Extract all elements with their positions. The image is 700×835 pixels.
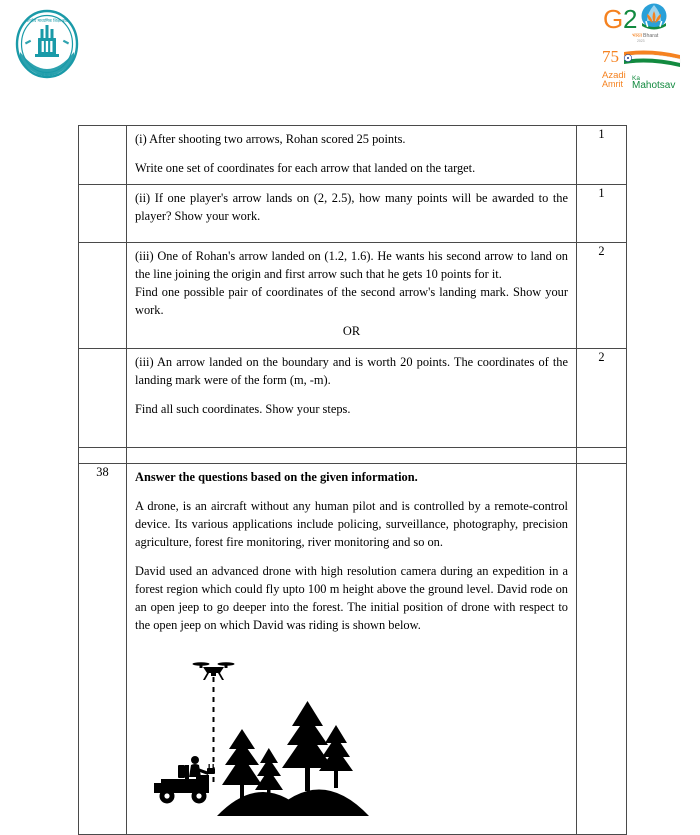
drone-jeep-forest-illustration [151,653,401,828]
spacer-body-cell [127,447,577,463]
g20-lotus-icon [642,4,667,30]
cbse-mid-text: भारत [42,61,52,67]
question-number-cell [79,242,127,348]
question-table [78,125,627,835]
indian-flag-ribbon-icon [624,51,680,67]
marks-cell: 2 [577,242,627,348]
question-heading: Answer the questions based on the given information. [135,469,418,484]
question-text: David used an advanced drone with high resolution camera during an expedition in a forest region which could fly upto 100 m height above the ground level. David rode on an open jeep to go deeper into the forest. The initial position of drone with respect to the open jeep on which David was riding is shown below. [135,563,568,632]
g20-subtext-en: Bharat [643,33,659,39]
question-body-cell [127,242,577,348]
azadi-numeral: 75 [602,47,619,66]
pine-tree-large [282,701,333,791]
marks-cell: 1 [577,126,627,185]
question-text: A drone, is an aircraft without any human pilot and is controlled by a remote-control device. Its various applications include policing, surveillance, photography, precision agriculture, forest fire monitoring, river monitoring and so on. [135,498,568,549]
page-header [0,0,700,112]
table-row [79,348,627,447]
jeep-with-driver-icon [154,756,215,804]
azadi-icon [602,46,690,90]
pine-tree-right [319,725,353,788]
azadi-line2: Ka [632,75,640,82]
g20-subtext: भारत [632,33,643,39]
marks-cell: 1 [577,184,627,242]
question-number-cell: 38 [79,463,127,834]
g20-letter-g: G [603,4,624,34]
or-separator-label: OR [342,323,361,338]
question-text: Write one set of coordinates for each arrow that landed on the target. [135,160,476,175]
question-body-cell [127,348,577,447]
question-body-cell [127,126,577,185]
table-row-spacer [79,447,627,463]
marks-cell [577,463,627,834]
g20-logo [602,2,688,44]
question-body-cell [127,463,577,834]
question-text: Find all such coordinates. Show your steps. [135,401,351,416]
azadi-ka-amrit-mahotsav-logo [602,46,690,90]
question-number-cell [79,184,127,242]
g20-subtext-small: 2023 [637,39,645,43]
question-text: (iii) One of Rohan's arrow landed on (1.2, 1.6). He wants his second arrow to land on the line joining the origin and first arrow such that he gets 10 points for it. [135,248,568,281]
question-body-cell [127,184,577,242]
table-row [79,126,627,185]
spacer-number-cell [79,447,127,463]
question-text: Find one possible pair of coordinates of the second arrow's landing mark. Show your work. [135,284,568,317]
spacer-marks-cell [577,447,627,463]
cbse-top-text: केन्द्रीय माध्यमिक शिक्षा बोर्ड [26,18,68,23]
table-row [79,184,627,242]
illustration-svg [151,653,401,828]
question-text: (ii) If one player's arrow lands on (2, 2.5), how many points will be awarded to the player? Show your work. [135,190,568,223]
pine-tree-medium [222,729,262,803]
question-number-cell [79,348,127,447]
question-text: (iii) An arrow landed on the boundary and is worth 20 points. The coordinates of the landing mark were of the form (m, -m). [135,354,568,387]
azadi-line3: Amrit [602,79,623,89]
cbse-emblem-logo [14,8,80,84]
g20-digit-2: 2 [623,4,638,34]
marks-cell: 2 [577,348,627,447]
azadi-line4: Mahotsav [632,80,676,90]
cbse-emblem-icon [14,8,80,84]
azadi-line1: Azadi [602,70,626,81]
question-number-cell [79,126,127,185]
question-text: (i) After shooting two arrows, Rohan scored 25 points. [135,132,406,146]
table-row [79,242,627,348]
table-row [79,463,627,834]
cbse-bottom-text: असतो मा सद्गमय [34,72,60,77]
g20-icon [602,2,688,44]
